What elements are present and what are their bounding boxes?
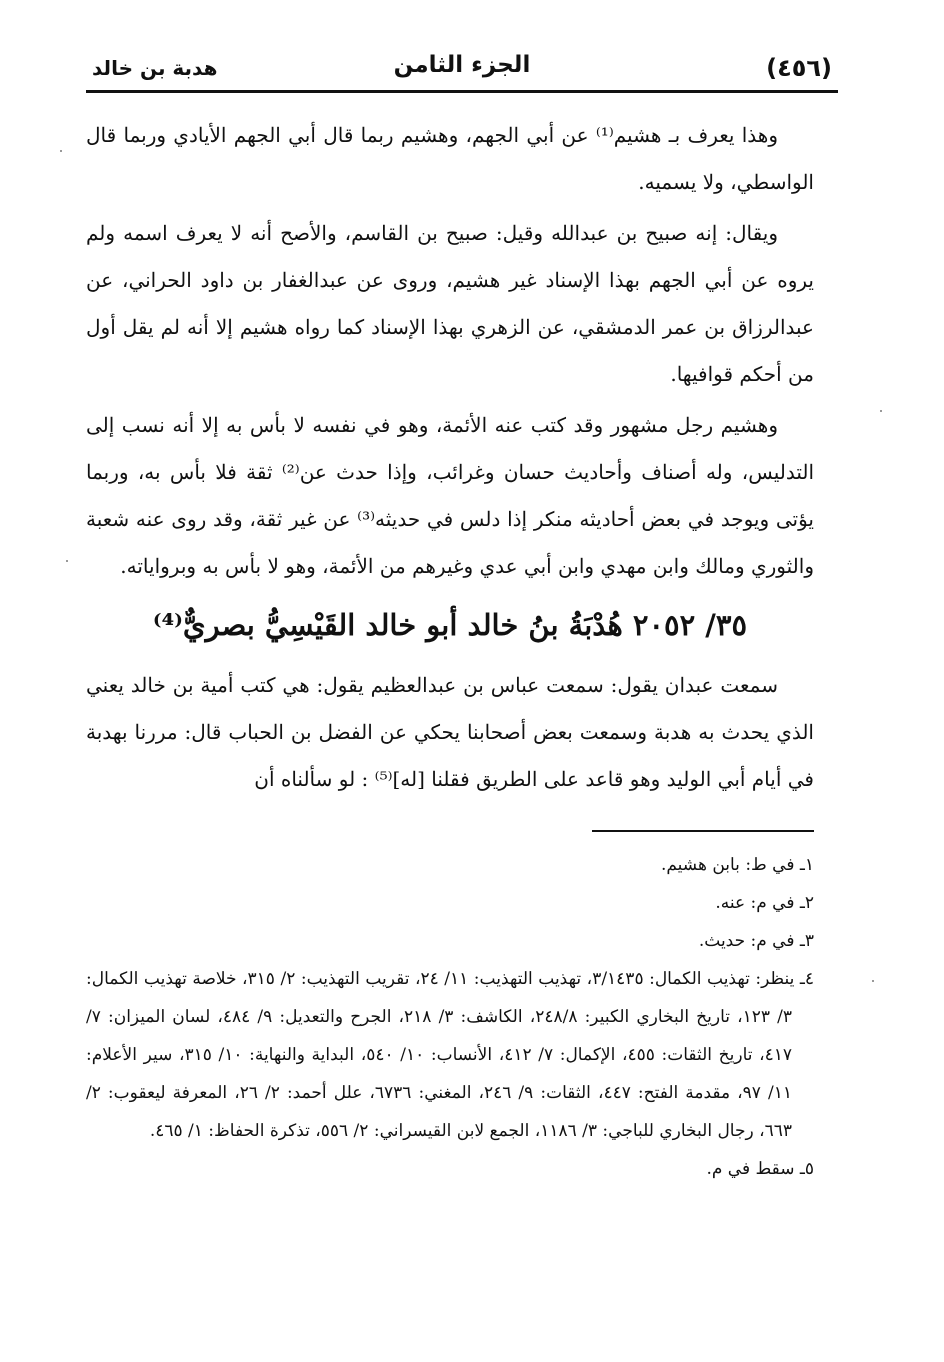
scan-speck (66, 560, 68, 562)
footnote-5: ٥ـ سقط في م. (706, 1159, 814, 1179)
footnote-separator (592, 830, 814, 832)
page-number: (٤٥٦) (766, 54, 832, 82)
paragraph-1: وهذا يعرف بـ هشيم⁽¹⁾ عن أبي الجهم، وهشيم ربما قال أبي الجهم الأيادي وربما قال الواسطي، ولا يسميه. (86, 123, 814, 194)
paragraph-3: وهشيم رجل مشهور وقد كتب عنه الأئمة، وهو في نفسه لا بأس به إلا أنه نسب إلى التدليس، وله أصناف وأحاديث حسان وغرائب، وإذا حدث عن⁽²⁾ ثقة فلا بأس به، وربما يؤتى ويوجد في بعض أحاديثه منكر إذا دلس في حديثه⁽³⁾ عن غير ثقة، وقد روى عنه شعبة والثوري ومالك وابن مهدي وابن أبي عدي وغيرهم من الأئمة، وهو لا بأس به وبرواياته. (86, 413, 815, 578)
main-text (86, 112, 814, 807)
footnote-1: ١ـ في ط: بابن هشيم. (660, 855, 814, 875)
header-rule (86, 90, 838, 93)
paragraph-4: سمعت عبدان يقول: سمعت عباس بن عبدالعظيم يقول: هي كتب أمية بن خالد يعني الذي يحدث به هدبة وسمعت بعض أصحابنا يحكي عن الفضل بن الحباب قال: مررنا بهدبة في أيام أبي الوليد وهو قاعد على الطريق فقلنا [له]⁽⁵⁾ : لو سألناه أن (86, 673, 814, 791)
footnote-3: ٣ـ في م: حديث. (698, 931, 814, 951)
scan-speck (872, 980, 874, 982)
part-label: الجزء الثامن (393, 52, 531, 78)
footnote-4: ٤ـ ينظر: تهذيب الكمال: ٣/١٤٣٥، تهذيب التهذيب: ١١/ ٢٤، تقريب التهذيب: ٢/ ٣١٥، خلاصة تهذيب الكمال: ٣/ ١٢٣، تاريخ البخاري الكبير: ٢٤٨/٨، الكاشف: ٣/ ٢١٨، الجرح والتعديل: ٩/ ٤٨٤، لسان الميزان: ٧/ ٤١٧، تاريخ الثقات: ٤٥٥، الإكمال: ٧/ ٤١٢، الأنساب: ١٠/ ٥٤٠، البداية والنهاية: ١٠/ ٣١٥، سير الأعلام: ١١/ ٩٧، مقدمة الفتح: ٤٤٧، الثقات: ٩/ ٢٤٦، المغني: ٦٧٣٦، علل أحمد: ٢/ ٢٦، المعرفة ليعقوب: ٢/ ٦٦٣، رجال البخاري للباجي: ٣/ ١١٨٦، الجمع لابن القيسراني: ٢/ ٥٥٦، تذكرة الحفاظ: ١/ ٤٦٥. (86, 969, 814, 1141)
footnotes (86, 846, 814, 1188)
running-entry-name: هدبة بن خالد (92, 56, 218, 80)
paragraph-2: ويقال: إنه صبيح بن عبدالله وقيل: صبيح بن القاسم، والأصح أنه لا يعرف اسمه ولم يروه عن أبي الجهم بهذا الإسناد غير هشيم، وروى عن عبدالغفار بن داود الحراني، عن عبدالرزاق بن عمر الدمشقي، عن الزهري بهذا الإسناد كما رواه هشيم إلا أنه لم يقل أول من أحكم قوافيها. (86, 221, 814, 386)
scan-speck (60, 150, 62, 152)
page-header (92, 48, 832, 88)
entry-heading: ٣٥/ ٢٠٥٢ هُدْبَةُ بنُ خالد أبو خالد القَيْسِيُّ بصريٌّ⁽⁴⁾ (152, 608, 748, 642)
scan-speck (880, 410, 882, 412)
footnote-2: ٢ـ في م: عنه. (715, 893, 814, 913)
